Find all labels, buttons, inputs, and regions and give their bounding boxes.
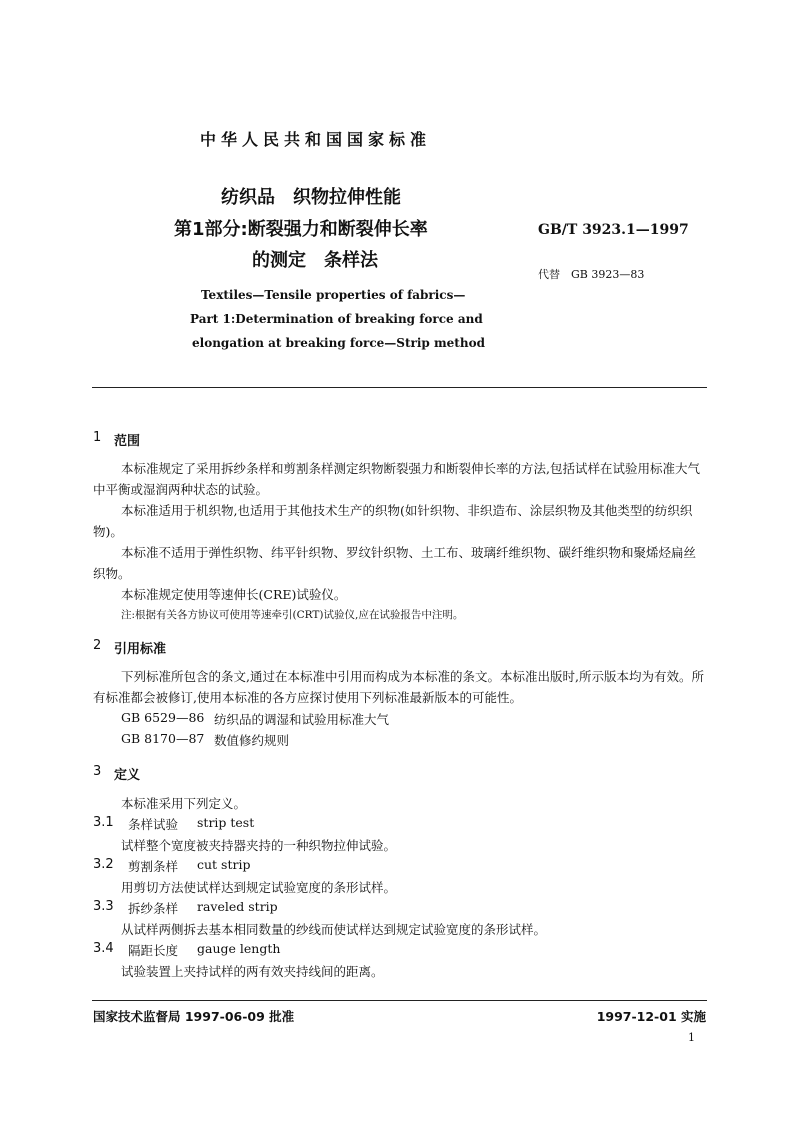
section-number: 3 [93,764,102,779]
standard-number: GB/T 3923.1—1997 [538,222,689,238]
paragraph: 本标准适用于机织物,也适用于其他技术生产的织物(如针织物、非织造布、涂层织物及其他类型的纺织织物)。 [93,503,693,539]
title-cn-line3: 的测定 条样法 [252,250,378,271]
title-en-line1: Textiles—Tensile properties of fabrics— [201,288,466,302]
header-divider [92,387,707,388]
title-en-line3: elongation at breaking force—Strip method [192,336,485,350]
title-en-line2: Part 1:Determination of breaking force and [190,312,483,326]
national-standard-title: 中华人民共和国国家标准 [200,130,432,149]
definition-term: 条样试验 [128,817,179,832]
definition-term: 隔距长度 [128,943,179,958]
paragraph: 本标准不适用于弹性织物、纬平针织物、罗纹针织物、土工布、玻璃纤维织物、碳纤维织物和聚烯烃扁丝织物。 [93,545,697,581]
definition-term: 拆纱条样 [128,901,179,916]
paragraph: 本标准规定了采用拆纱条样和剪割条样测定织物断裂强力和断裂伸长率的方法,包括试样在试验用标准大气中平衡或湿润两种状态的试验。 [93,461,700,497]
page-number: 1 [688,1031,695,1044]
definition-number: 3.3 [93,899,114,914]
replaces-standard: 代替 GB 3923—83 [538,268,645,281]
reference-title: 数值修约规则 [214,733,290,748]
definition-text: 从试样两侧拆去基本相同数量的纱线而使试样达到规定试验宽度的条形试样。 [121,922,547,937]
definition-text: 用剪切方法使试样达到规定试验宽度的条形试样。 [121,880,397,895]
section-heading: 引用标准 [114,642,167,657]
definition-term: 剪割条样 [128,859,179,874]
definition-term-en: raveled strip [197,899,278,914]
definition-number: 3.2 [93,857,114,872]
definition-number: 3.4 [93,941,114,956]
section-number: 2 [93,638,102,653]
footer-divider [92,1000,707,1001]
definition-term-en: cut strip [197,857,251,872]
approval-date: 国家技术监督局 1997-06-09 批准 [93,1009,295,1024]
reference-title: 纺织品的调湿和试验用标准大气 [214,712,390,727]
reference-code: GB 8170—87 [121,731,205,746]
note: 注:根据有关各方协议可使用等速牵引(CRT)试验仪,应在试验报告中注明。 [121,609,464,621]
title-cn-line1: 纺织品 织物拉伸性能 [221,187,401,208]
definition-term-en: strip test [197,815,255,830]
definition-term-en: gauge length [197,941,281,956]
section-heading: 定义 [114,768,141,783]
reference-code: GB 6529—86 [121,710,205,725]
paragraph: 本标准采用下列定义。 [121,796,247,811]
section-heading: 范围 [114,434,141,449]
definition-text: 试样整个宽度被夹持器夹持的一种织物拉伸试验。 [121,838,397,853]
paragraph: 下列标准所包含的条文,通过在本标准中引用而构成为本标准的条文。本标准出版时,所示版本均为有效。所有标准都会被修订,使用本标准的各方应探讨使用下列标准最新版本的可能性。 [93,669,704,705]
paragraph: 本标准规定使用等速伸长(CRE)试验仪。 [121,587,347,602]
implementation-date: 1997-12-01 实施 [596,1009,706,1024]
definition-text: 试验装置上夹持试样的两有效夹持线间的距离。 [121,964,384,979]
definition-number: 3.1 [93,815,114,830]
title-cn-line2: 第1部分:断裂强力和断裂伸长率 [174,219,428,240]
section-number: 1 [93,430,102,445]
